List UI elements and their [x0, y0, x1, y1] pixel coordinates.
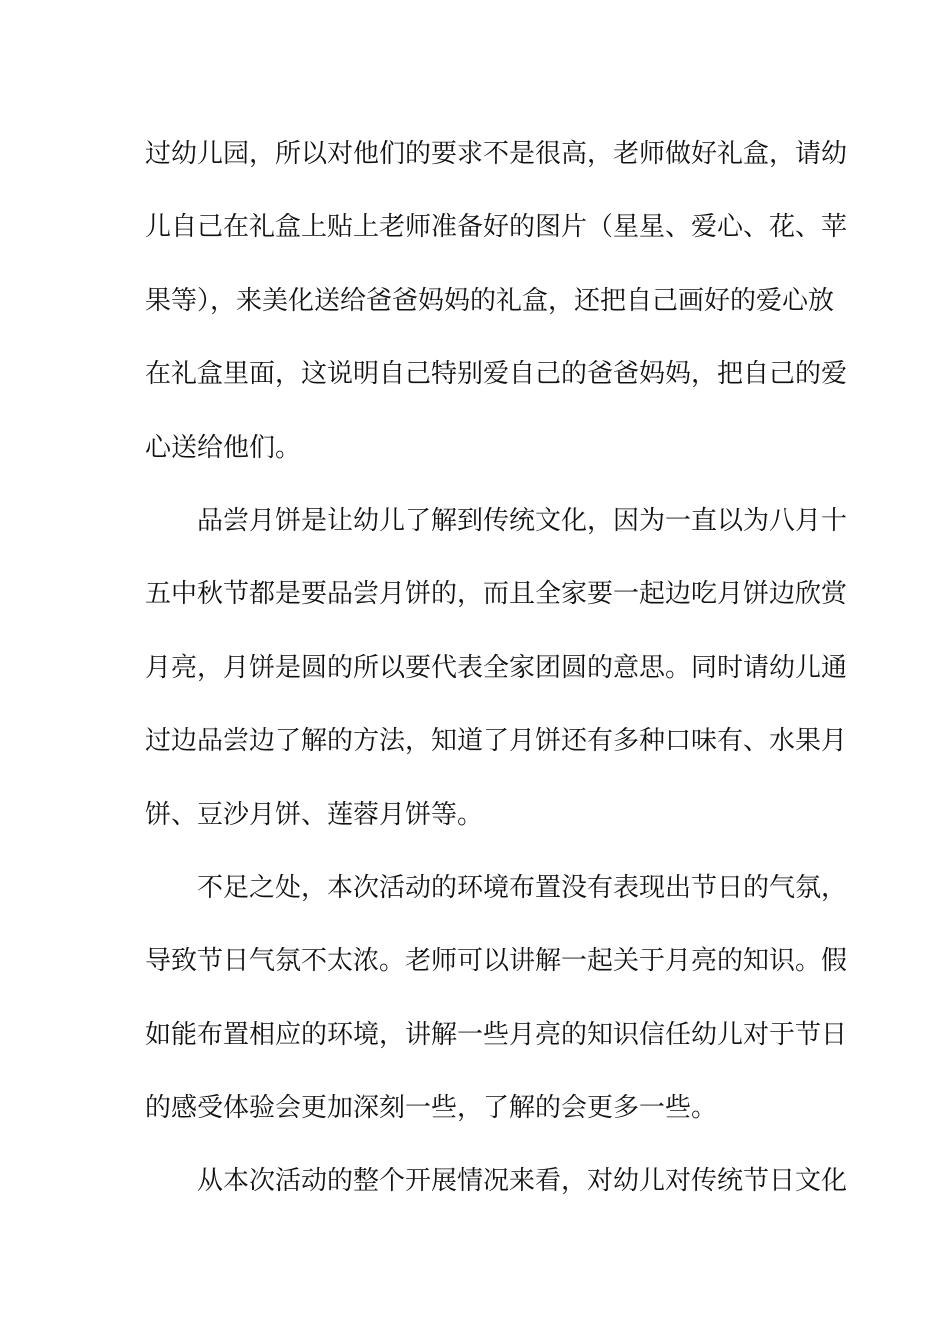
- text-line: 饼、豆沙月饼、莲蓉月饼等。: [145, 799, 484, 830]
- text-line: 从本次活动的整个开展情况来看，对幼儿对传统节日文化: [197, 1166, 848, 1197]
- text-line: 果等），来美化送给爸爸妈妈的礼盒，还把自己画好的爱心放: [145, 285, 835, 316]
- text-line: 过幼儿园，所以对他们的要求不是很高，老师做好礼盒，请幼: [145, 139, 848, 169]
- text-line: 品尝月饼是让幼儿了解到传统文化，因为一直以为八月十: [197, 505, 848, 536]
- text-line: 不足之处，本次活动的环境布置没有表现出节日的气氛，: [197, 872, 848, 903]
- text-line: 在礼盒里面，这说明自己特别爱自己的爸爸妈妈，把自己的爱: [145, 359, 848, 390]
- text-line: 五中秋节都是要品尝月饼的，而且全家要一起边吃月饼边欣赏: [145, 579, 848, 610]
- text-line: 儿自己在礼盒上贴上老师准备好的图片（星星、爱心、花、苹: [145, 212, 848, 243]
- text-line: 月亮，月饼是圆的所以要代表全家团圆的意思。同时请幼儿通: [145, 652, 848, 683]
- body-text: [145, 126, 848, 1227]
- text-line: 导致节日气氛不太浓。老师可以讲解一起关于月亮的知识。假: [145, 946, 848, 977]
- text-line: 的感受体验会更加深刻一些，了解的会更多一些。: [145, 1093, 718, 1124]
- text-line: 如能布置相应的环境，讲解一些月亮的知识信任幼儿对于节日: [145, 1019, 848, 1050]
- text-line: 心送给他们。: [145, 432, 302, 463]
- text-line: 过边品尝边了解的方法，知道了月饼还有多种口味有、水果月: [145, 726, 848, 757]
